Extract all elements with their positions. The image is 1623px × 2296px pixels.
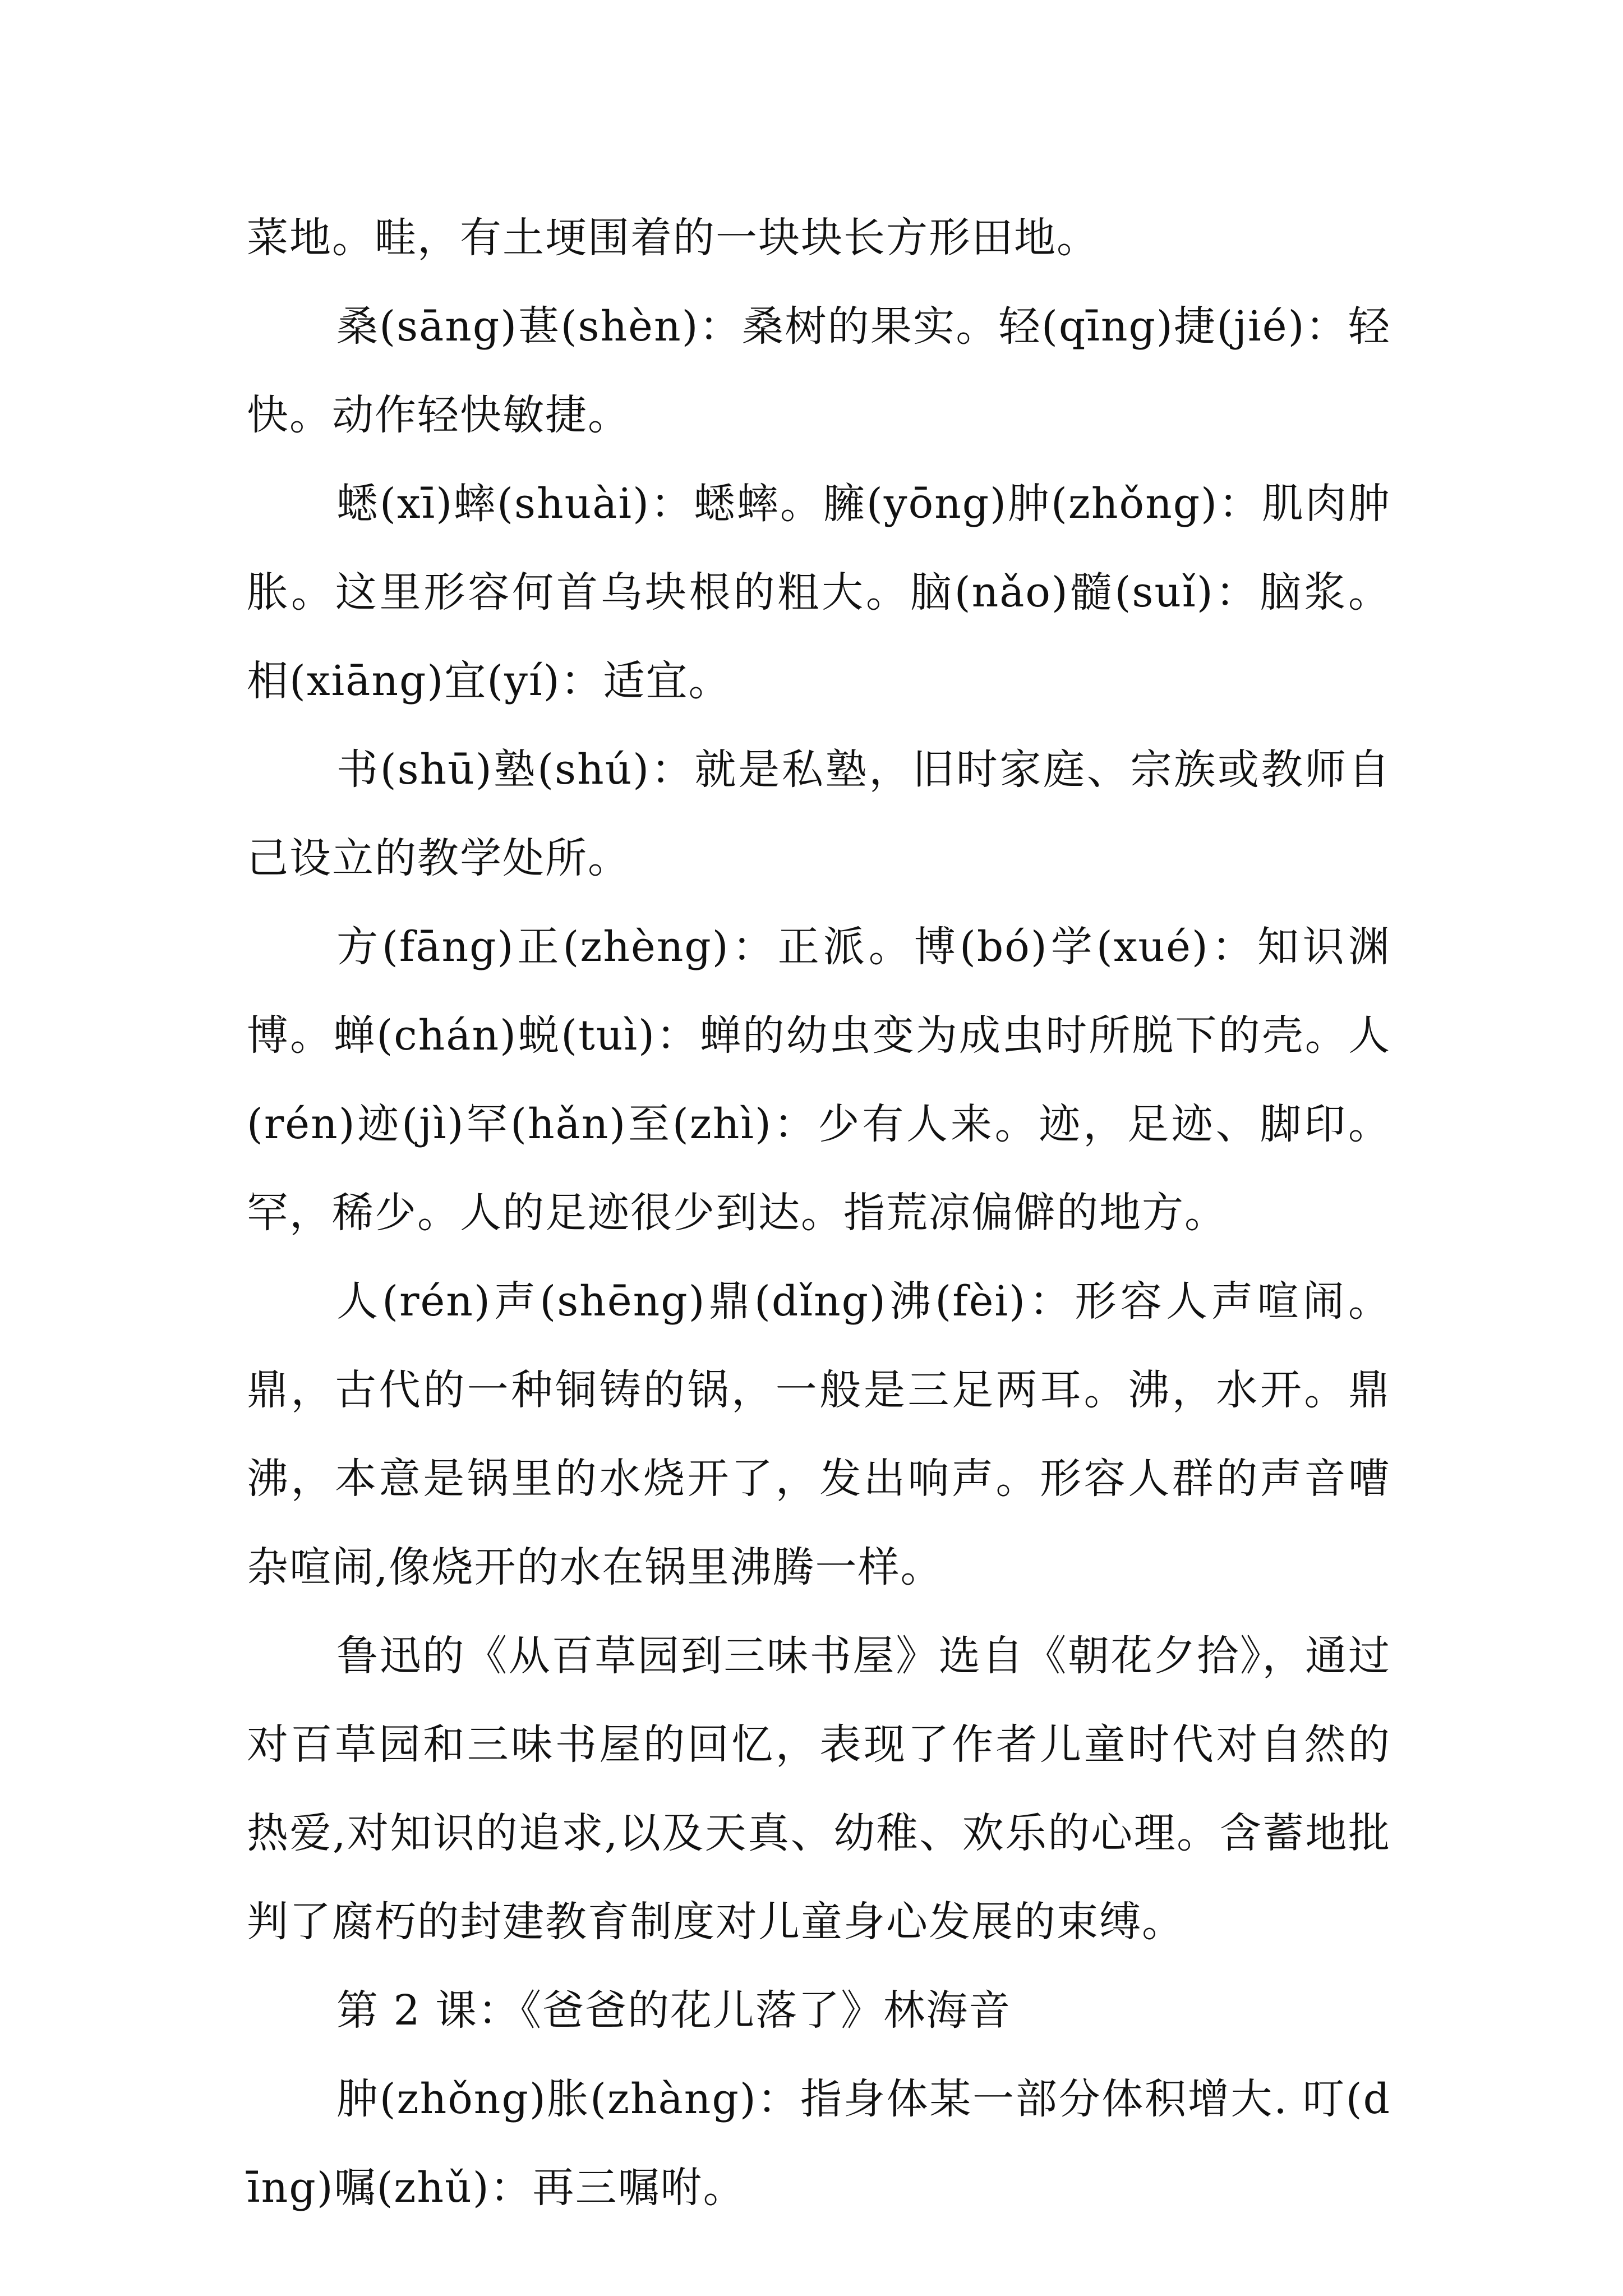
paragraph-continuation: 菜地。畦，有土埂围着的一块块长方形田地。 bbox=[247, 214, 1099, 262]
paragraph-luxun-summary: 鲁迅的《从百草园到三味书屋》选自《朝花夕拾》，通过对百草园和三味书屋的回忆，表现了作者儿童时代对自然的热爱,对知识的追求,以及天真、幼稚、欢乐的心理。含蓄地批判了腐朽的封建教育制度对儿童身心发展的束缚。 bbox=[247, 1632, 1391, 1946]
paragraph-xishuai: 蟋(xī)蟀(shuài)：蟋蟀。臃(yōng)肿(zhǒng)：肌肉肿胀。这里形容何首乌块根的粗大。脑(nǎo)髓(suǐ)：脑浆。相(xiāng)宜(yí)：适宜。 bbox=[247, 480, 1391, 705]
paragraph-renshengdingfei: 人(rén)声(shēng)鼎(dǐng)沸(fèi)：形容人声喧闹。鼎，古代的一种铜铸的锅，一般是三足两耳。沸，水开。鼎沸，本意是锅里的水烧开了，发出响声。形容人群的声音嘈杂喧闹,像烧开的水在锅里沸腾一样。 bbox=[247, 1277, 1391, 1591]
lesson-heading: 第 2 课：《爸爸的花儿落了》林海音 bbox=[336, 1986, 1012, 2035]
paragraph-shushu: 书(shū)塾(shú)：就是私塾，旧时家庭、宗族或教师自己设立的教学处所。 bbox=[247, 746, 1391, 882]
paragraph-sangshen: 桑(sāng)葚(shèn)：桑树的果实。轻(qīng)捷(jié)：轻快。动作轻快敏捷。 bbox=[247, 302, 1391, 439]
document-body bbox=[247, 194, 1391, 2232]
paragraph-zhongzhang: 肿(zhǒng)胀(zhàng)：指身体某一部分体积增大. 叮(dīng)嘱(zhǔ)：再三嘱咐。 bbox=[247, 2075, 1391, 2212]
paragraph-fangzheng: 方(fāng)正(zhèng)：正派。博(bó)学(xué)：知识渊博。蝉(chán)蜕(tuì)：蝉的幼虫变为成虫时所脱下的壳。人(rén)迹(jì)罕(hǎn)至(zhì)：少有人来。迹，足迹、脚印。罕，稀少。人的足迹很少到达。指荒凉偏僻的地方。 bbox=[247, 923, 1391, 1237]
